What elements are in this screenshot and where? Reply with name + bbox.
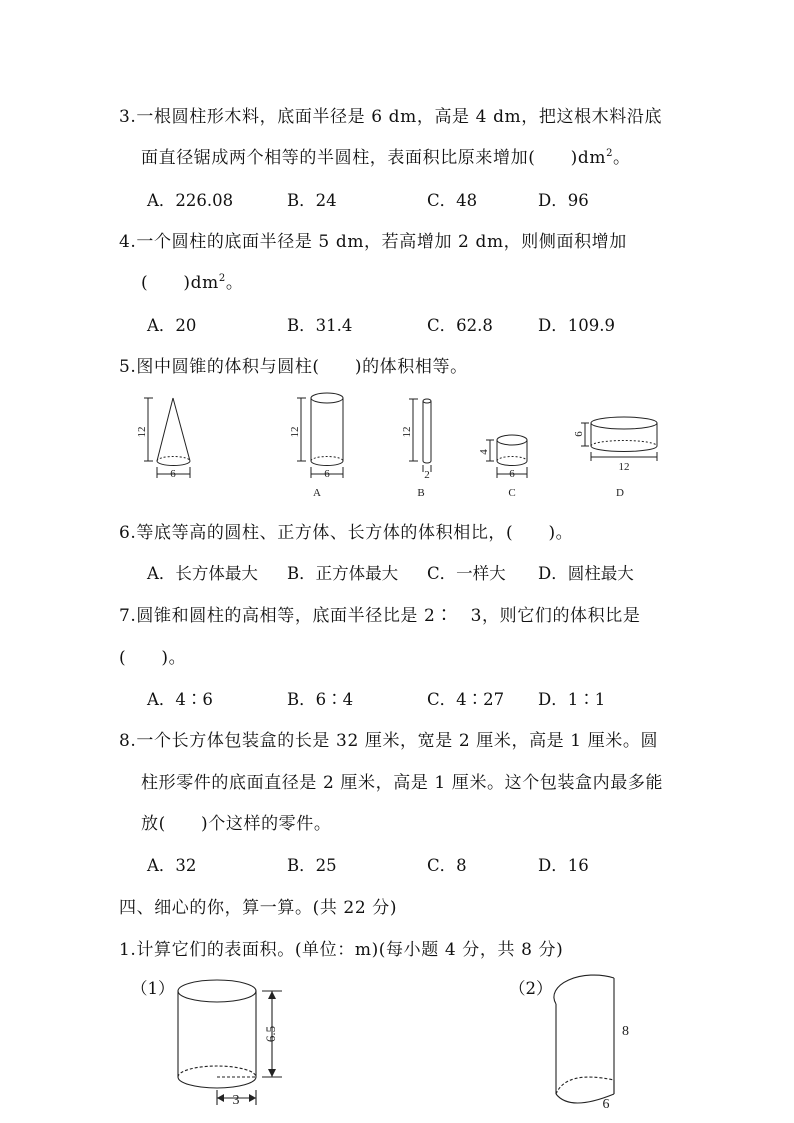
fig2-half-cylinder-shape	[554, 975, 614, 1103]
q4-option-c: C．62.8	[427, 316, 493, 335]
cylinder-c-shape	[486, 435, 527, 478]
fig1-label: （1）	[131, 979, 175, 998]
cone-diameter-label: 6	[170, 468, 176, 480]
cylinder-a-shape	[297, 393, 343, 478]
q3-option-d: D．96	[538, 191, 589, 210]
fig2-label: （2）	[509, 979, 553, 998]
q4-line2-text: ( )dm	[141, 273, 219, 293]
q5-line1: 5.图中圆锥的体积与圆柱( )的体积相等。	[119, 357, 468, 377]
q7-option-d: D．1∶1	[538, 690, 606, 709]
q6-option-c: C．一样大	[427, 564, 506, 583]
cylinder-d-shape	[581, 417, 657, 461]
cyl-c-diameter-label: 6	[509, 468, 515, 480]
q3-option-b: B．24	[287, 191, 337, 210]
q3-option-a: A．226.08	[147, 191, 234, 210]
q4-option-d: D．109.9	[538, 316, 615, 335]
q8-option-b: B．25	[287, 856, 337, 875]
q8-line1: 8.一个长方体包装盒的长是 32 厘米，宽是 2 厘米，高是 1 厘米。圆	[119, 731, 659, 751]
q6-option-d: D．圆柱最大	[538, 564, 634, 583]
q3-unit-sup: 2	[606, 148, 614, 159]
q8-line2: 柱形零件的底面直径是 2 厘米，高是 1 厘米。这个包装盒内最多能	[141, 773, 664, 793]
q5-figure	[130, 388, 670, 504]
q8-line3: 放( )个这样的零件。	[141, 814, 332, 834]
cyl-b-diameter-label: 2	[424, 469, 430, 481]
q3-option-c: C．48	[427, 191, 478, 210]
q3-line2	[141, 147, 631, 169]
fig1-arrow-up-icon	[268, 991, 276, 999]
cyl-d-diameter-label: 12	[618, 461, 630, 473]
q7-line2: ( )。	[119, 648, 187, 668]
cone-shape	[144, 398, 190, 478]
q7-option-b: B．6∶4	[287, 690, 354, 709]
q4-line1: 4.一个圆柱的底面半径是 5 dm，若高增加 2 dm，则侧面积增加	[119, 232, 627, 252]
q4-line2	[141, 272, 243, 294]
cyl-a-height-label: 12	[289, 426, 301, 438]
section4-q1: 1.计算它们的表面积。(单位：m)(每小题 4 分，共 8 分)	[119, 940, 564, 960]
q8-option-a: A．32	[147, 856, 197, 875]
q3-line2-text: 面直径锯成两个相等的半圆柱，表面积比原来增加( )dm	[141, 148, 607, 168]
q8-option-c: C．8	[427, 856, 467, 875]
q4-unit-sup: 2	[218, 273, 226, 284]
q8-option-d: D．16	[538, 856, 589, 875]
section4-figures	[160, 970, 640, 1120]
fig2-radius-label: 6	[602, 1097, 610, 1112]
q7-option-a: A．4∶6	[147, 690, 213, 709]
cyl-a-diameter-label: 6	[324, 468, 330, 480]
cyl-a-label: A	[313, 487, 321, 499]
q7-line1: 7.圆锥和圆柱的高相等，底面半径比是 2∶ 3，则它们的体积比是	[119, 606, 641, 626]
fig1-arrow-left-icon	[217, 1094, 224, 1102]
cyl-d-height-label: 6	[573, 431, 585, 437]
cyl-b-height-label: 12	[401, 426, 413, 438]
fig1-height-label: 6.5	[263, 1025, 278, 1043]
cyl-b-label: B	[417, 487, 425, 499]
q6-line1: 6.等底等高的圆柱、正方体、长方体的体积相比，( )。	[119, 523, 574, 543]
q7-option-c: C．4∶27	[427, 690, 505, 709]
q4-option-a: A．20	[147, 316, 197, 335]
fig1-arrow-right-icon	[249, 1094, 256, 1102]
cyl-d-label: D	[616, 487, 624, 499]
q4-line2-end: 。	[225, 273, 244, 293]
q6-option-b: B．正方体最大	[287, 564, 399, 583]
section4-heading: 四、细心的你，算一算。(共 22 分)	[119, 898, 398, 918]
fig1-radius-label: 3	[232, 1093, 240, 1108]
q4-option-b: B．31.4	[287, 316, 353, 335]
q6-option-a: A．长方体最大	[147, 564, 258, 583]
q3-line1: 3.一根圆柱形木料，底面半径是 6 dm，高是 4 dm，把这根木料沿底	[119, 107, 663, 127]
fig1-arrow-down-icon	[268, 1069, 276, 1077]
cone-height-label: 12	[136, 426, 148, 438]
fig2-height-label: 8	[622, 1024, 629, 1039]
q3-line2-end: 。	[613, 148, 631, 168]
cyl-c-label: C	[508, 487, 516, 499]
cyl-c-height-label: 4	[478, 449, 490, 455]
